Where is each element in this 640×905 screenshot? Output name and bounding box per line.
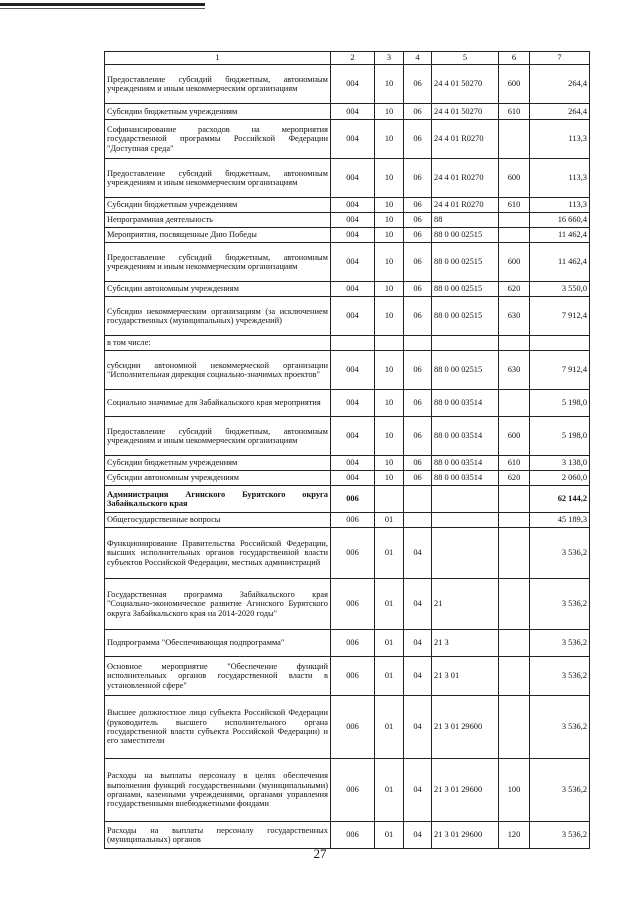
table-row <box>105 104 590 120</box>
row-code-subsection: 06 <box>404 65 432 104</box>
row-code-type: 620 <box>499 471 530 486</box>
row-code-section: 10 <box>375 243 404 282</box>
row-code-section: 10 <box>375 198 404 213</box>
row-amount: 7 912,4 <box>530 351 590 390</box>
row-code-ministry: 004 <box>331 104 375 120</box>
row-code-target: 21 3 <box>432 630 499 657</box>
row-code-section: 10 <box>375 351 404 390</box>
row-description: Субсидии автономным учреждениям <box>105 282 331 297</box>
row-amount: 3 138,0 <box>530 456 590 471</box>
row-code-ministry: 004 <box>331 390 375 417</box>
row-code-ministry <box>331 336 375 351</box>
row-code-target <box>432 336 499 351</box>
row-code-target: 21 <box>432 579 499 630</box>
row-amount: 45 189,3 <box>530 513 590 528</box>
table-row <box>105 456 590 471</box>
table-row <box>105 486 590 513</box>
row-code-section <box>375 336 404 351</box>
row-code-type: 610 <box>499 104 530 120</box>
row-code-subsection: 04 <box>404 630 432 657</box>
table-row <box>105 417 590 456</box>
row-code-type: 630 <box>499 297 530 336</box>
table-row <box>105 528 590 579</box>
row-amount: 5 198,0 <box>530 390 590 417</box>
row-amount: 264,4 <box>530 104 590 120</box>
row-code-ministry: 004 <box>331 120 375 159</box>
row-code-ministry: 006 <box>331 759 375 822</box>
row-code-section: 10 <box>375 120 404 159</box>
header-rule-thin <box>0 8 205 9</box>
row-code-section: 01 <box>375 657 404 696</box>
row-description: Расходы на выплаты персоналу в целях обеспечения выполнения функций государственными (муниципальными) органами, казенными учреждениями, органами управления государственными внебюджетными фондами <box>105 759 331 822</box>
row-code-subsection: 06 <box>404 351 432 390</box>
row-code-target: 88 0 00 03514 <box>432 456 499 471</box>
header-col-7: 7 <box>530 52 590 65</box>
table-row <box>105 513 590 528</box>
row-code-subsection: 06 <box>404 159 432 198</box>
table-row <box>105 471 590 486</box>
row-amount: 62 144,2 <box>530 486 590 513</box>
row-code-subsection: 06 <box>404 456 432 471</box>
table-row <box>105 198 590 213</box>
row-description: Администрация Агинского Бурятского округа Забайкальского края <box>105 486 331 513</box>
row-description: Субсидии автономным учреждениям <box>105 471 331 486</box>
table-row <box>105 297 590 336</box>
row-code-type: 600 <box>499 243 530 282</box>
table-row <box>105 336 590 351</box>
row-code-subsection: 06 <box>404 243 432 282</box>
row-code-target: 88 0 00 02515 <box>432 243 499 282</box>
table-row <box>105 759 590 822</box>
row-code-section: 10 <box>375 282 404 297</box>
row-description: Субсидии бюджетным учреждениям <box>105 104 331 120</box>
row-code-type: 600 <box>499 159 530 198</box>
row-amount: 264,4 <box>530 65 590 104</box>
row-code-section: 10 <box>375 213 404 228</box>
row-description: Общегосударственные вопросы <box>105 513 331 528</box>
row-code-section: 01 <box>375 759 404 822</box>
row-code-subsection: 06 <box>404 228 432 243</box>
row-code-target: 24 4 01 R0270 <box>432 120 499 159</box>
row-code-target: 21 3 01 29600 <box>432 822 499 849</box>
header-col-6: 6 <box>499 52 530 65</box>
row-description: Софинансирование расходов на мероприятия государственной программы Российской Федерации "Доступная среда" <box>105 120 331 159</box>
row-description: в том числе: <box>105 336 331 351</box>
row-amount: 5 198,0 <box>530 417 590 456</box>
row-code-type <box>499 657 530 696</box>
row-code-ministry: 004 <box>331 471 375 486</box>
row-code-subsection: 06 <box>404 120 432 159</box>
row-code-ministry: 004 <box>331 351 375 390</box>
row-amount <box>530 336 590 351</box>
row-code-subsection: 04 <box>404 696 432 759</box>
row-code-section: 10 <box>375 297 404 336</box>
row-code-section: 10 <box>375 228 404 243</box>
row-code-ministry: 004 <box>331 243 375 282</box>
row-code-subsection: 06 <box>404 104 432 120</box>
row-code-target: 21 3 01 <box>432 657 499 696</box>
row-description: Подпрограмма "Обеспечивающая подпрограмма" <box>105 630 331 657</box>
row-code-type <box>499 390 530 417</box>
table-row <box>105 696 590 759</box>
table-header-row <box>105 52 590 65</box>
row-code-subsection: 06 <box>404 198 432 213</box>
row-code-ministry: 004 <box>331 228 375 243</box>
row-description: Субсидии бюджетным учреждениям <box>105 456 331 471</box>
row-description: Предоставление субсидий бюджетным, автономным учреждениям и иным некоммерческим организациям <box>105 159 331 198</box>
row-code-section: 10 <box>375 417 404 456</box>
row-code-section: 10 <box>375 104 404 120</box>
row-code-section: 01 <box>375 822 404 849</box>
row-code-section: 01 <box>375 528 404 579</box>
row-code-ministry: 006 <box>331 822 375 849</box>
row-code-subsection: 04 <box>404 528 432 579</box>
row-code-ministry: 004 <box>331 198 375 213</box>
row-code-ministry: 006 <box>331 486 375 513</box>
table-row <box>105 390 590 417</box>
row-code-type <box>499 336 530 351</box>
row-code-target: 88 0 00 03514 <box>432 417 499 456</box>
row-code-section: 01 <box>375 696 404 759</box>
row-amount: 113,3 <box>530 159 590 198</box>
row-code-subsection <box>404 513 432 528</box>
row-code-target: 88 0 00 02515 <box>432 351 499 390</box>
row-description: Субсидии бюджетным учреждениям <box>105 198 331 213</box>
row-code-type <box>499 120 530 159</box>
row-amount: 3 536,2 <box>530 528 590 579</box>
table-row <box>105 120 590 159</box>
row-code-type: 620 <box>499 282 530 297</box>
row-amount: 3 536,2 <box>530 759 590 822</box>
page-number: 27 <box>313 846 327 861</box>
row-code-ministry: 006 <box>331 630 375 657</box>
row-description: Мероприятия, посвященные Дню Победы <box>105 228 331 243</box>
row-description: Основное мероприятие "Обеспечение функций исполнительных органов государственной власти в установленной сфере" <box>105 657 331 696</box>
row-amount: 3 536,2 <box>530 630 590 657</box>
row-code-section: 10 <box>375 456 404 471</box>
row-code-subsection <box>404 336 432 351</box>
row-code-section: 10 <box>375 471 404 486</box>
row-code-type: 120 <box>499 822 530 849</box>
row-code-subsection: 06 <box>404 471 432 486</box>
row-code-ministry: 004 <box>331 282 375 297</box>
row-code-target: 88 0 00 02515 <box>432 297 499 336</box>
row-code-target <box>432 486 499 513</box>
row-code-type: 610 <box>499 456 530 471</box>
row-amount: 113,3 <box>530 198 590 213</box>
row-amount: 3 550,0 <box>530 282 590 297</box>
row-code-type: 630 <box>499 351 530 390</box>
row-code-section: 01 <box>375 630 404 657</box>
row-code-ministry: 004 <box>331 456 375 471</box>
row-code-subsection: 04 <box>404 657 432 696</box>
row-amount: 7 912,4 <box>530 297 590 336</box>
table-row <box>105 213 590 228</box>
row-code-target: 24 4 01 R0270 <box>432 159 499 198</box>
header-col-4: 4 <box>404 52 432 65</box>
row-code-subsection: 04 <box>404 822 432 849</box>
table-row <box>105 243 590 282</box>
row-description: Государственная программа Забайкальского края "Социально-экономическое развитие Агинского Бурятского округа Забайкальского края на 2014-2020 годы" <box>105 579 331 630</box>
row-code-type: 100 <box>499 759 530 822</box>
row-code-target <box>432 528 499 579</box>
row-code-target: 88 0 00 02515 <box>432 282 499 297</box>
row-amount: 3 536,2 <box>530 579 590 630</box>
row-amount: 3 536,2 <box>530 822 590 849</box>
header-col-2: 2 <box>331 52 375 65</box>
table-row <box>105 657 590 696</box>
header-col-1: 1 <box>105 52 331 65</box>
row-code-ministry: 004 <box>331 159 375 198</box>
row-amount: 11 462,4 <box>530 243 590 282</box>
row-code-subsection: 04 <box>404 759 432 822</box>
budget-table <box>104 51 590 849</box>
header-rule <box>0 3 205 6</box>
row-code-type <box>499 513 530 528</box>
row-amount: 16 660,4 <box>530 213 590 228</box>
row-code-type <box>499 696 530 759</box>
row-code-subsection: 06 <box>404 417 432 456</box>
row-code-subsection: 06 <box>404 282 432 297</box>
row-code-type <box>499 528 530 579</box>
table-row <box>105 228 590 243</box>
row-code-target: 88 0 00 02515 <box>432 228 499 243</box>
row-code-type: 600 <box>499 65 530 104</box>
row-code-subsection: 06 <box>404 213 432 228</box>
row-description: Высшее должностное лицо субъекта Российской Федерации (руководитель высшего исполнительного органа государственной власти субъекта Российской Федерации) и его заместители <box>105 696 331 759</box>
row-description: Непрограммная деятельность <box>105 213 331 228</box>
header-col-5: 5 <box>432 52 499 65</box>
row-code-ministry: 004 <box>331 297 375 336</box>
row-code-type <box>499 579 530 630</box>
row-amount: 3 536,2 <box>530 696 590 759</box>
row-code-section: 10 <box>375 159 404 198</box>
row-code-subsection: 04 <box>404 579 432 630</box>
row-code-type: 600 <box>499 417 530 456</box>
row-description: Субсидии некоммерческим организациям (за исключением государственных (муниципальных) учреждений) <box>105 297 331 336</box>
row-code-section: 01 <box>375 513 404 528</box>
row-code-ministry: 004 <box>331 65 375 104</box>
row-description: субсидии автономной некоммерческой организации "Исполнительная дирекция социально-значимых проектов" <box>105 351 331 390</box>
table-row <box>105 630 590 657</box>
table-row <box>105 159 590 198</box>
row-code-ministry: 006 <box>331 528 375 579</box>
row-code-target: 21 3 01 29600 <box>432 759 499 822</box>
row-code-section: 01 <box>375 579 404 630</box>
row-code-section <box>375 486 404 513</box>
row-code-target: 88 <box>432 213 499 228</box>
row-code-ministry: 006 <box>331 657 375 696</box>
row-code-ministry: 006 <box>331 579 375 630</box>
header-col-3: 3 <box>375 52 404 65</box>
row-description: Функционирование Правительства Российской Федерации, высших исполнительных органов государственной власти субъектов Российской Федерации, местных администраций <box>105 528 331 579</box>
table-row <box>105 65 590 104</box>
table-row <box>105 282 590 297</box>
row-amount: 3 536,2 <box>530 657 590 696</box>
row-code-target: 88 0 00 03514 <box>432 390 499 417</box>
row-code-type <box>499 486 530 513</box>
table-row <box>105 822 590 849</box>
row-code-ministry: 006 <box>331 696 375 759</box>
row-description: Предоставление субсидий бюджетным, автономным учреждениям и иным некоммерческим организациям <box>105 243 331 282</box>
row-amount: 11 462,4 <box>530 228 590 243</box>
row-code-type: 610 <box>499 198 530 213</box>
row-code-section: 10 <box>375 65 404 104</box>
row-code-target: 24 4 01 R0270 <box>432 198 499 213</box>
row-code-target: 21 3 01 29600 <box>432 696 499 759</box>
row-code-subsection <box>404 486 432 513</box>
row-code-ministry: 006 <box>331 513 375 528</box>
row-code-section: 10 <box>375 390 404 417</box>
row-description: Предоставление субсидий бюджетным, автономным учреждениям и иным некоммерческим организациям <box>105 417 331 456</box>
row-code-target: 88 0 00 03514 <box>432 471 499 486</box>
row-code-target: 24 4 01 50270 <box>432 65 499 104</box>
row-amount: 2 060,0 <box>530 471 590 486</box>
row-description: Предоставление субсидий бюджетным, автономным учреждениям и иным некоммерческим организациям <box>105 65 331 104</box>
row-amount: 113,3 <box>530 120 590 159</box>
table-row <box>105 579 590 630</box>
row-code-type <box>499 213 530 228</box>
table-row <box>105 351 590 390</box>
row-description: Расходы на выплаты персоналу государственных (муниципальных) органов <box>105 822 331 849</box>
row-description: Социально значимые для Забайкальского края мероприятия <box>105 390 331 417</box>
row-code-target: 24 4 01 50270 <box>432 104 499 120</box>
row-code-type <box>499 630 530 657</box>
row-code-target <box>432 513 499 528</box>
row-code-ministry: 004 <box>331 213 375 228</box>
row-code-ministry: 004 <box>331 417 375 456</box>
budget-table-body <box>105 52 590 849</box>
row-code-type <box>499 228 530 243</box>
row-code-subsection: 06 <box>404 297 432 336</box>
row-code-subsection: 06 <box>404 390 432 417</box>
